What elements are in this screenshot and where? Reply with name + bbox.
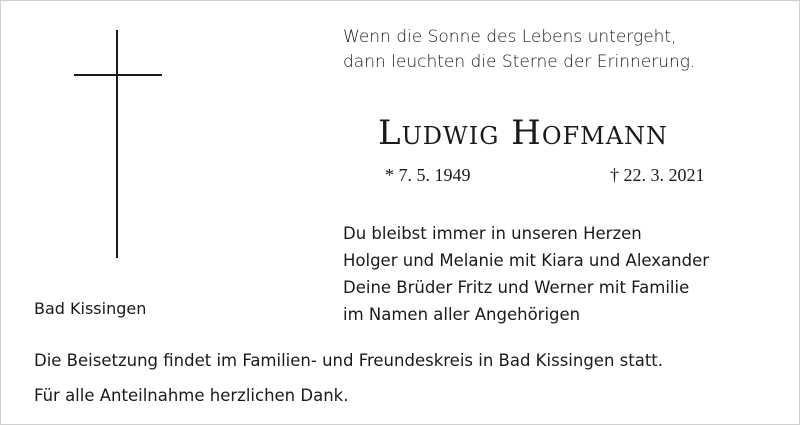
- place-name: Bad Kissingen: [34, 299, 147, 318]
- birth-date: * 7. 5. 1949: [385, 165, 471, 185]
- memorial-verse: [343, 25, 695, 75]
- family-line-2: Holger und Melanie mit Kiara und Alexander: [343, 251, 710, 270]
- family-line-3: Deine Brüder Fritz und Werner mit Familie: [343, 278, 690, 297]
- cross-vertical-bar: [116, 30, 118, 258]
- deceased-name: Ludwig Hofmann: [378, 113, 669, 153]
- thanks-notice: Für alle Anteilnahme herzlichen Dank.: [34, 386, 349, 405]
- family-line-1: Du bleibst immer in unseren Herzen: [343, 224, 642, 243]
- verse-line-2: dann leuchten die Sterne der Erinnerung.: [343, 52, 696, 72]
- cross-horizontal-bar: [74, 74, 162, 76]
- family-line-4: im Namen aller Angehörigen: [343, 305, 581, 324]
- death-date: † 22. 3. 2021: [610, 165, 705, 185]
- verse-line-1: Wenn die Sonne des Lebens untergeht,: [343, 27, 677, 47]
- burial-notice: Die Beisetzung findet im Familien- und Freundeskreis in Bad Kissingen statt.: [34, 351, 664, 370]
- family-signature: [343, 220, 709, 328]
